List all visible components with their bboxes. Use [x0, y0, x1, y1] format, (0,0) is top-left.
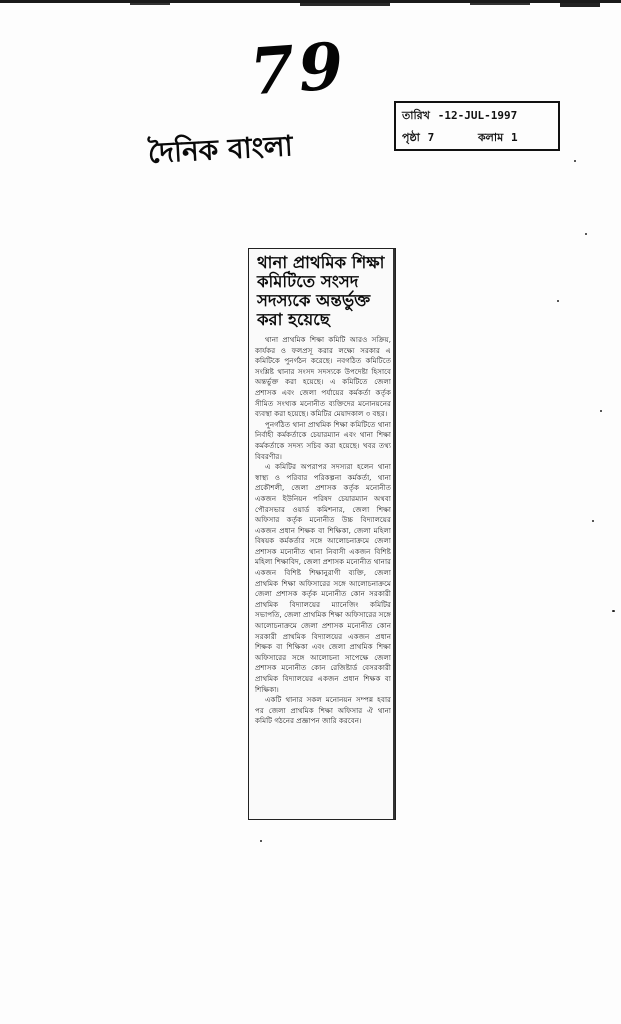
article-paragraph: একটি থানার সকল মনোনয়ন সম্পন্ন হবার পর জেলা প্রাথমিক শিক্ষা অফিসার ঐ থানা কমিটি গঠনের প্রজ্ঞাপন জারি করবেন।	[255, 695, 391, 726]
headline-line: সদস্যকে অন্তর্ভুক্ত	[257, 291, 371, 310]
stamp-column-label: কলাম	[477, 131, 504, 144]
scan-speck	[592, 520, 594, 522]
article-body	[255, 335, 391, 727]
stamp-page-label: পৃষ্ঠা	[402, 131, 420, 144]
article-paragraph: এ কমিটির অপরাপর সদস্যরা হলেন থানা স্বাস্থ্য ও পরিবার পরিকল্পনা কর্মকর্তা, থানা প্রকৌশলী, জেলা প্রশাসক কর্তৃক মনোনীত একজন ইউনিয়ন পরিষদ চেয়ারম্যান অথবা পৌরসভার ওয়ার্ড কমিশনার, জেলা শিক্ষা অফিসার কর্তৃক মনোনীত উচ্চ বিদ্যালয়ের একজন প্রধান শিক্ষক বা শিক্ষিকা, জেলা মহিলা বিষয়ক কর্মকর্তার সঙ্গে আলোচনাক্রমে জেলা প্রশাসক মনোনীত থানা নিবাসী একজন বিশিষ্ট মহিলা শিক্ষাবিদ, জেলা প্রশাসক মনোনীত থানার একজন বিশিষ্ট শিক্ষানুরাগী ব্যক্তি, জেলা প্রাথমিক শিক্ষা অফিসারের সঙ্গে আলোচনাক্রমে জেলা প্রশাসক কর্তৃক মনোনীত কোন সরকারী প্রাথমিক বিদ্যালয়ের ম্যানেজিং কমিটির সভাপতি, জেলা প্রাথমিক শিক্ষা অফিসারের সঙ্গে আলোচনাক্রমে জেলা প্রশাসক মনোনীত কোন সরকারী প্রাথমিক বিদ্যালয়ের একজন প্রধান শিক্ষক বা শিক্ষিকা এবং জেলা প্রাথমিক শিক্ষা অফিসারের সঙ্গে আলোচনা সাপেক্ষে জেলা প্রশাসক মনোনীত কোন রেজিষ্টার্ড বেসরকারী প্রাথমিক বিদ্যালয়ের একজন প্রধান শিক্ষক বা শিক্ষিকা।	[255, 462, 391, 694]
headline-line: কমিটিতে সংসদ	[257, 272, 359, 291]
stamp-date-value: -12-JUL-1997	[437, 109, 518, 122]
scan-edge-noise	[0, 0, 621, 14]
article-paragraph: পুনর্গঠিত থানা প্রাথমিক শিক্ষা কমিটিতে থানা নির্বাহী কর্মকর্তাকে চেয়ারম্যান এবং থানা শিক্ষা কর্মকর্তাকে সদস্য সচিব করা হয়েছে। খবর তথ্য বিবরণীর।	[255, 419, 391, 461]
clipping-edge	[393, 249, 396, 819]
stamp-date-row	[402, 107, 517, 126]
date-stamp	[394, 101, 560, 151]
scan-speck	[585, 233, 587, 235]
scan-speck	[612, 610, 615, 612]
newspaper-clipping	[248, 248, 396, 820]
scan-speck	[260, 840, 262, 842]
scan-speck	[574, 160, 576, 162]
article-headline	[257, 253, 389, 329]
headline-line: থানা প্রাথমিক শিক্ষা	[257, 253, 385, 272]
archive-number-handwritten: 79	[247, 28, 350, 111]
stamp-date-label: তারিখ	[402, 109, 430, 122]
newspaper-name: দৈনিক বাংলা	[147, 129, 294, 170]
stamp-page-row	[402, 129, 518, 148]
scan-speck	[600, 410, 602, 412]
headline-line: করা হয়েছে	[257, 310, 330, 329]
stamp-page-value: 7	[427, 131, 435, 144]
article-paragraph: থানা প্রাথমিক শিক্ষা কমিটি আরও সক্রিয়, কার্যকর ও ফলপ্রসূ করার লক্ষ্যে সরকার এ কমিটিকে পুনর্গঠন করেছে। নবগঠিত কমিটিতে সংশ্লিষ্ট থানার সংসদ সদস্যকে উপদেষ্টা হিসাবে অন্তর্ভুক্ত করা হয়েছে। এ কমিটিতে জেলা প্রশাসক এবং জেলা পর্যায়ের কর্মকর্তা কর্তৃক সীমিত সংখ্যক মনোনীত ব্যক্তিদের মনোনয়নের ব্যবস্থা করা হয়েছে। কমিটির মেয়াদকাল ৩ বছর।	[255, 335, 391, 419]
stamp-column-value: 1	[511, 131, 518, 144]
scan-speck	[557, 300, 559, 302]
